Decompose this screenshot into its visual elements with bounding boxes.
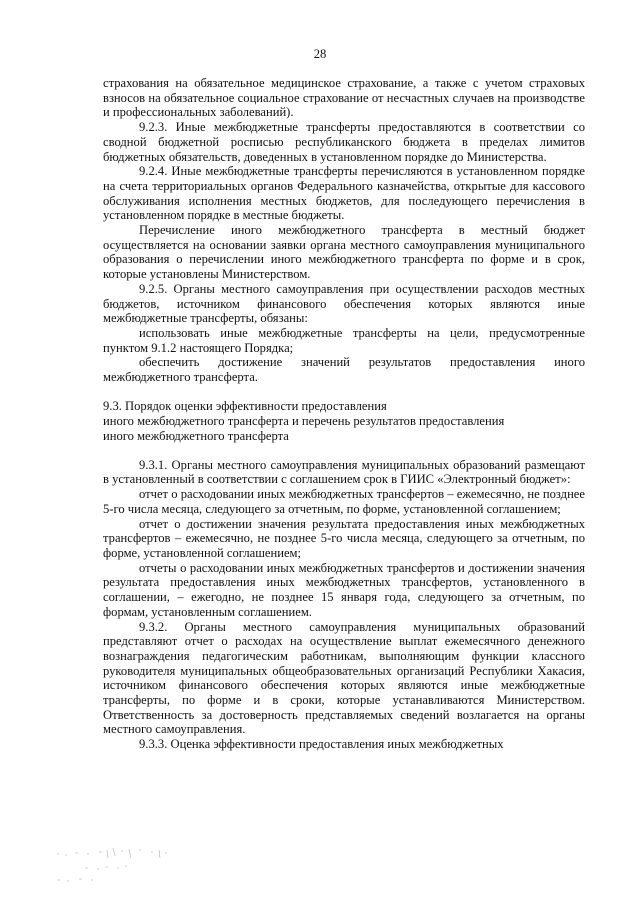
section-heading-line-2: иного межбюджетного трансферта и перечень результатов предоставления [103,413,505,428]
paragraph-9-2-5: 9.2.5. Органы местного самоуправления при осуществлении расходов местных бюджетов, источником финансового обеспечения которых являются иные межбюджетные трансферты, обязаны: [103,281,585,326]
paragraph-report-results: отчет о достижении значения результата предоставления иных межбюджетных трансфертов – ежемесячно, не позднее 5-го числа месяца, следующего за отчетным, по форме, установленной соглашением; [103,516,585,560]
paragraph-obligation-use: использовать иные межбюджетные трансферты на цели, предусмотренные пунктом 9.1.2 настоящего Порядка; [103,325,585,355]
paragraph-9-3-2: 9.3.2. Органы местного самоуправления муниципальных образований представляют отчет о расходах на осуществление выплат ежемесячного денежного вознаграждения педагогическим работникам, выполняющим функции классного руководителя муниципальных общеобразовательных организаций Республики Хакасия, источником финансового обеспечения которых являются иные межбюджетные трансферты, по форме и в сроки, которые устанавливаются Министерством. Ответственность за достоверность представляемых сведений возлагается на органы местного самоуправления. [103,619,585,737]
paragraph-9-3-3: 9.3.3. Оценка эффективности предоставления иных межбюджетных [139,737,504,752]
paragraph-9-3-1: 9.3.1. Органы местного самоуправления муниципальных образований размещают в установленный в соответствии с соглашением срок в ГИИС «Электронный бюджет»: [103,457,585,487]
document-body [103,76,585,752]
section-heading-line-3: иного межбюджетного трансферта [103,428,289,443]
paragraph-9-2-3: 9.2.3. Иные межбюджетные трансферты предоставляются в соответствии со сводной бюджетной росписью республиканского бюджета в пределах лимитов бюджетных обязательств, доведенных в установленном порядке до Министерства. [103,120,585,164]
page-number: 28 [313,47,327,61]
section-heading [103,399,585,444]
paragraph-report-expenditure: отчет о расходовании иных межбюджетных трансфертов – ежемесячно, не позднее 5-го числа месяца, следующего за отчетным, по форме, установленной соглашением; [103,487,585,516]
spacer [103,385,585,399]
paragraph-9-2-4: 9.2.4. Иные межбюджетные трансферты перечисляются в установленном порядке на счета территориальных органов Федерального казначейства, открытые для кассового обслуживания исполнения местных бюджетов, для последующего перечисления в установленном порядке в местные бюджеты. [103,164,585,223]
scan-noise-marks [55,838,185,888]
spacer [103,444,585,458]
paragraph-transfer-to-local-budget: Перечисление иного межбюджетного трансферта в местный бюджет осуществляется на основании заявки органа местного самоуправления муниципального образования о перечислении иного межбюджетного трансферта по форме и в срок, которые установлены Министерством. [103,223,585,282]
paragraph-annual-reports: отчеты о расходовании иных межбюджетных трансфертов и достижении значения результата предоставления иных межбюджетных трансфертов, установленного в соглашении, – ежегодно, не позднее 15 января года, следующего за отчетным, по формам, установленным соглашением. [103,560,585,619]
section-heading-line-1: 9.3. Порядок оценки эффективности предоставления [103,398,387,413]
paragraph-obligation-results: обеспечить достижение значений результатов предоставления иного межбюджетного трансферта. [103,355,585,385]
paragraph-continuation: страхования на обязательное медицинское страхование, а также с учетом страховых взносов на обязательное социальное страхование от несчастных случаев на производстве и профессиональных заболеваний). [103,76,585,120]
